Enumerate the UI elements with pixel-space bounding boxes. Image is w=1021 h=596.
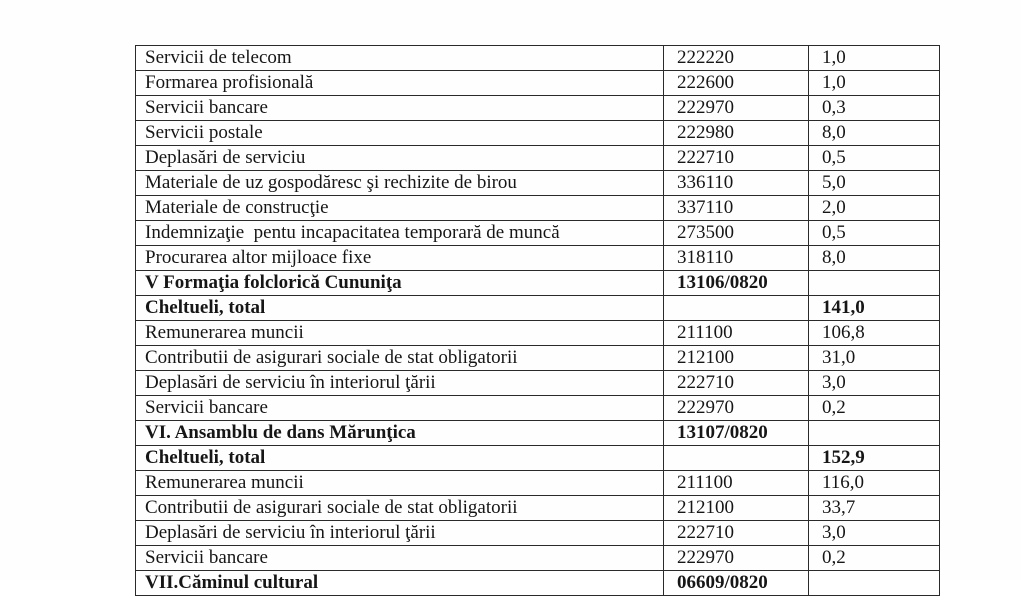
table-row bbox=[136, 246, 940, 271]
cod-economic bbox=[664, 446, 809, 471]
table-row bbox=[136, 221, 940, 246]
denumire-cheltuiala: VI. Ansamblu de dans Mărunţica bbox=[136, 421, 664, 446]
table-row bbox=[136, 421, 940, 446]
table-row bbox=[136, 146, 940, 171]
table-row bbox=[136, 296, 940, 321]
table-row bbox=[136, 446, 940, 471]
suma: 33,7 bbox=[809, 496, 940, 521]
denumire-cheltuiala: Servicii bancare bbox=[136, 96, 664, 121]
cod-economic: 06609/0820 bbox=[664, 571, 809, 596]
cod-economic: 222980 bbox=[664, 121, 809, 146]
table-row bbox=[136, 171, 940, 196]
denumire-cheltuiala: V Formaţia folclorică Cununiţa bbox=[136, 271, 664, 296]
suma: 152,9 bbox=[809, 446, 940, 471]
cod-economic: 222710 bbox=[664, 371, 809, 396]
denumire-cheltuiala: Procurarea altor mijloace fixe bbox=[136, 246, 664, 271]
denumire-cheltuiala: Formarea profisională bbox=[136, 71, 664, 96]
denumire-cheltuiala: Servicii postale bbox=[136, 121, 664, 146]
suma: 31,0 bbox=[809, 346, 940, 371]
table-row bbox=[136, 46, 940, 71]
cod-economic bbox=[664, 296, 809, 321]
table-row bbox=[136, 571, 940, 596]
suma: 141,0 bbox=[809, 296, 940, 321]
cod-economic: 211100 bbox=[664, 471, 809, 496]
denumire-cheltuiala: Deplasări de serviciu în interiorul ţării bbox=[136, 371, 664, 396]
cod-economic: 222970 bbox=[664, 396, 809, 421]
denumire-cheltuiala: Cheltueli, total bbox=[136, 446, 664, 471]
denumire-cheltuiala: Materiale de construcţie bbox=[136, 196, 664, 221]
suma bbox=[809, 421, 940, 446]
cod-economic: 222600 bbox=[664, 71, 809, 96]
suma: 0,3 bbox=[809, 96, 940, 121]
suma: 1,0 bbox=[809, 71, 940, 96]
suma: 2,0 bbox=[809, 196, 940, 221]
denumire-cheltuiala: Servicii bancare bbox=[136, 546, 664, 571]
denumire-cheltuiala: Remunerarea muncii bbox=[136, 471, 664, 496]
suma bbox=[809, 271, 940, 296]
denumire-cheltuiala: Cheltueli, total bbox=[136, 296, 664, 321]
cod-economic: 222970 bbox=[664, 96, 809, 121]
cod-economic: 13106/0820 bbox=[664, 271, 809, 296]
suma: 1,0 bbox=[809, 46, 940, 71]
cod-economic: 212100 bbox=[664, 346, 809, 371]
suma: 5,0 bbox=[809, 171, 940, 196]
cod-economic: 222970 bbox=[664, 546, 809, 571]
suma: 3,0 bbox=[809, 371, 940, 396]
table-row bbox=[136, 346, 940, 371]
table-row bbox=[136, 71, 940, 96]
denumire-cheltuiala: Servicii de telecom bbox=[136, 46, 664, 71]
cod-economic: 212100 bbox=[664, 496, 809, 521]
denumire-cheltuiala: Deplasări de serviciu bbox=[136, 146, 664, 171]
table-row bbox=[136, 96, 940, 121]
table-row bbox=[136, 496, 940, 521]
cod-economic: 273500 bbox=[664, 221, 809, 246]
cod-economic: 211100 bbox=[664, 321, 809, 346]
denumire-cheltuiala: Deplasări de serviciu în interiorul ţării bbox=[136, 521, 664, 546]
suma: 0,2 bbox=[809, 546, 940, 571]
cod-economic: 337110 bbox=[664, 196, 809, 221]
table-row bbox=[136, 121, 940, 146]
table-row bbox=[136, 271, 940, 296]
suma: 3,0 bbox=[809, 521, 940, 546]
budget-table bbox=[135, 45, 940, 596]
table-row bbox=[136, 471, 940, 496]
suma: 0,5 bbox=[809, 146, 940, 171]
table-row bbox=[136, 546, 940, 571]
table-row bbox=[136, 396, 940, 421]
cod-economic: 336110 bbox=[664, 171, 809, 196]
suma bbox=[809, 571, 940, 596]
budget-table-body bbox=[136, 46, 940, 596]
table-row bbox=[136, 521, 940, 546]
suma: 106,8 bbox=[809, 321, 940, 346]
suma: 0,2 bbox=[809, 396, 940, 421]
suma: 8,0 bbox=[809, 121, 940, 146]
suma: 8,0 bbox=[809, 246, 940, 271]
cod-economic: 222220 bbox=[664, 46, 809, 71]
table-row bbox=[136, 196, 940, 221]
cod-economic: 222710 bbox=[664, 521, 809, 546]
denumire-cheltuiala: Contributii de asigurari sociale de stat obligatorii bbox=[136, 346, 664, 371]
denumire-cheltuiala: Contributii de asigurari sociale de stat obligatorii bbox=[136, 496, 664, 521]
cod-economic: 13107/0820 bbox=[664, 421, 809, 446]
denumire-cheltuiala: Servicii bancare bbox=[136, 396, 664, 421]
suma: 0,5 bbox=[809, 221, 940, 246]
table-row bbox=[136, 321, 940, 346]
table-row bbox=[136, 371, 940, 396]
denumire-cheltuiala: Materiale de uz gospodăresc şi rechizite de birou bbox=[136, 171, 664, 196]
denumire-cheltuiala: VII.Căminul cultural bbox=[136, 571, 664, 596]
denumire-cheltuiala: Indemnizaţie pentu incapacitatea temporară de muncă bbox=[136, 221, 664, 246]
cod-economic: 318110 bbox=[664, 246, 809, 271]
cod-economic: 222710 bbox=[664, 146, 809, 171]
denumire-cheltuiala: Remunerarea muncii bbox=[136, 321, 664, 346]
suma: 116,0 bbox=[809, 471, 940, 496]
